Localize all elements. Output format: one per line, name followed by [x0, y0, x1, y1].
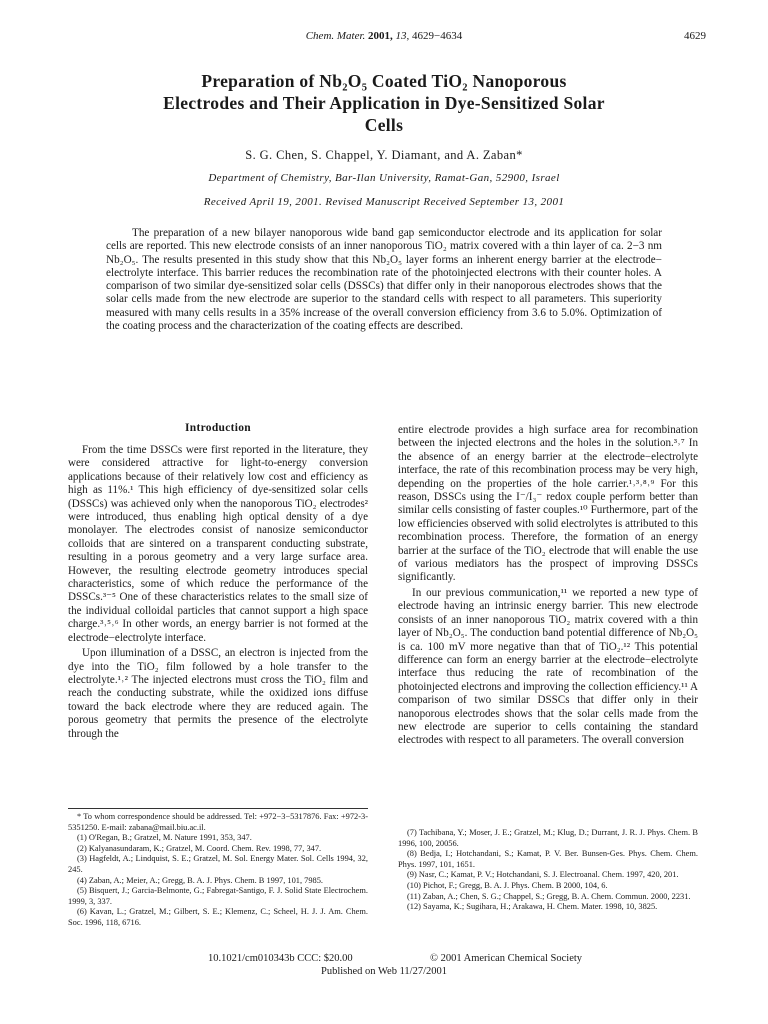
footnotes-left: [68, 808, 368, 929]
reference: (3) Hagfeldt, A.; Lindquist, S. E.; Gratzel, M. Sol. Energy Mater. Sol. Cells 1994, 32, 245.: [68, 854, 368, 874]
running-header: [0, 30, 768, 46]
body-paragraph: In our previous communication,¹¹ we reported a new type of electrode having an intrinsic energy barrier. This new electrode consists of an inner nanoporous TiO₂ matrix covered with a thin layer of Nb₂O₅. The conduction band potential difference of Nb₂O₅ is ca. 100 mV more negative than that of TiO₂.¹² This potential difference can form an energy barrier at the electrode−electrolyte interface thus reducing the rate of recombination of the photoinjected electrons and improving the collection efficiency.¹¹ A comparison of two similar DSSCs that differ only in their nanoporous electrodes shows that the solar cells made from the new electrode are superior to cells containing the standard electrodes with respect to all parameters. The overall conversion: [398, 586, 698, 747]
reference: (2) Kalyanasundaram, K.; Gratzel, M. Coord. Chem. Rev. 1998, 77, 347.: [77, 843, 322, 853]
journal-pages: 4629−4634: [412, 30, 463, 42]
title-line: Electrodes and Their Application in Dye-Sensitized Solar: [163, 93, 605, 113]
journal-citation: [0, 30, 768, 42]
body-paragraph: Upon illumination of a DSSC, an electron is injected from the dye into the TiO₂ film followed by a hole transfer to the electrolyte.¹˒² The injected electrons must cross the TiO₂ film and reach the conducting substrate, while the oxidized ions diffuse toward the back electrode where they are reduced again. The porous geometry that permits the presence of the electrolyte through the: [68, 647, 368, 740]
affiliation: Department of Chemistry, Bar-Ilan University, Ramat-Gan, 52900, Israel: [208, 172, 560, 184]
reference: (5) Bisquert, J.; Garcia-Belmonte, G.; Fabregat-Santigo, F. J. Solid State Electrochem. 1999, 3, 337.: [68, 886, 368, 906]
reference: (6) Kavan, L.; Gratzel, M.; Gilbert, S. E.; Klemenz, C.; Scheel, H. J. J. Am. Chem. Soc. 1996, 118, 6716.: [68, 907, 368, 927]
body-paragraph: entire electrode provides a high surface area for recombination between the injected electrons and the holes in the solution.³˒⁷ In the absence of an energy barrier at the electrode−electrolyte interface, the rate of this recombination process may be very high, depending on the properties of the hole carrier.¹˒³˒⁸˒⁹ For this reason, DSSCs using the I⁻/I₃⁻ redox couple perform better than similar cells consisting of faster couples.¹⁰ Furthermore, part of the low efficiencies observed with solid electrolytes is attributed to this recombination process. Therefore, the formation of an energy barrier at the surface of the TiO₂ electrode that will enable the use of various mediators has the prospect of improving DSSCs significantly.: [398, 424, 698, 584]
reference: (12) Sayama, K.; Sugihara, H.; Arakawa, H. Chem. Mater. 1998, 10, 3825.: [407, 902, 658, 912]
reference: (7) Tachibana, Y.; Moser, J. E.; Gratzel, M.; Klug, D.; Durrant, J. R. J. Phys. Chem. B 1996, 100, 20056.: [398, 828, 698, 848]
copyright-line: © 2001 American Chemical Society: [430, 953, 583, 964]
journal-volume: 13,: [395, 30, 410, 42]
section-heading: Introduction: [184, 422, 251, 434]
article-title: [90, 70, 678, 136]
reference: (10) Pichot, F.; Gregg, B. A. J. Phys. Chem. B 2000, 104, 6.: [407, 880, 608, 890]
journal-name: Chem. Mater.: [305, 30, 366, 42]
published-date: Published on Web 11/27/2001: [320, 966, 448, 977]
page-number: 4629: [684, 30, 706, 42]
author-list: S. G. Chen, S. Chappel, Y. Diamant, and A. Zaban*: [245, 148, 523, 162]
doi-line: 10.1021/cm010343b CCC: $20.00: [208, 953, 353, 964]
title-line: Preparation of Nb₂O₅ Coated TiO₂ Nanoporous: [201, 71, 567, 91]
reference: (9) Nasr, C.; Kamat, P. V.; Hotchandani, S. J. Electroanal. Chem. 1997, 420, 201.: [407, 870, 679, 880]
title-line: Cells: [364, 115, 404, 135]
abstract: The preparation of a new bilayer nanoporous wide band gap semiconductor electrode and its application for solar cells are reported. This new electrode consists of an inner nanoporous TiO₂ matrix covered with a thin layer of ca. 2−3 nm Nb₂O₅. The results presented in this study show that this Nb₂O₅ layer forms an inherent energy barrier at the electrode− electrolyte interface. This barrier reduces the recombination rate of the photoinjected electrons with their counter holes. A comparison of two similar dye-sensitized solar cells (DSSCs) that differ only in their nanoporous electrodes shows that the solar cells made from the new electrode are superior to the standard cells with respect to all parameters. This superiority measured with many cells results in a 35% increase of the overall conversion efficiency from 3.6 to 5.0%. Optimization of the coating process and the characterization of the coating effects are described.: [106, 227, 662, 333]
left-column: [68, 420, 368, 741]
right-column: [398, 424, 698, 748]
received-dates: Received April 19, 2001. Revised Manuscript Received September 13, 2001: [203, 196, 565, 208]
reference: (8) Bedja, I.; Hotchandani, S.; Kamat, P. V. Ber. Bunsen-Ges. Phys. Chem. Chem. Phys. 1997, 101, 1651.: [398, 849, 698, 869]
footnote-correspondence: * To whom correspondence should be addressed. Tel: +972−3−5317876. Fax: +972-3-5351250. E-mail: zabana@mail.biu.ac.il.: [68, 812, 368, 832]
body-paragraph: From the time DSSCs were first reported in the literature, they were considered attractive for light-to-energy conversion applications because of their relatively low cost and efficiency as high as 11%.¹ This high efficiency of dye-sensitized solar cells (DSSCs) was achieved only when the nanoporous TiO₂ electrodes² were introduced, thus enabling high optical density of a dye monolayer. The electrodes consist of nanosize semiconductor colloids that are sintered on a transparent conducting substrate, resulting in a porous geometry and a very large surface area. However, the resulting electrode geometry introduces special characteristics, some of which reduce the performance of the DSSCs.³⁻⁵ One of these characteristics relates to the small size of the individual colloidal particles that cannot support a high space charge.³˒⁵˒⁶ In other words, an energy barrier is not formed at the electrode−electrolyte interface.: [68, 444, 368, 644]
reference: (4) Zaban, A.; Meier, A.; Gregg, B. A. J. Phys. Chem. B 1997, 101, 7985.: [77, 875, 324, 885]
reference: (1) O'Regan, B.; Gratzel, M. Nature 1991, 353, 347.: [77, 833, 252, 843]
reference: (11) Zaban, A.; Chen, S. G.; Chappel, S.; Gregg, B. A. Chem. Commun. 2000, 2231.: [407, 891, 691, 901]
journal-year: 2001,: [368, 30, 393, 42]
footnotes-right: [398, 828, 698, 913]
